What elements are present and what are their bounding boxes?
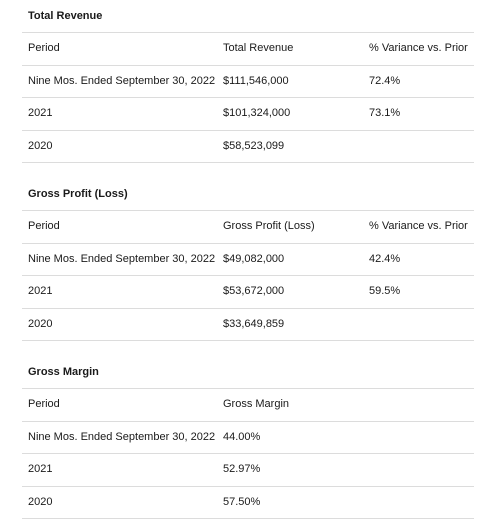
period-cell: 2021 — [28, 285, 53, 297]
column-header: Period — [28, 42, 60, 54]
variance-cell: 42.4% — [369, 252, 401, 265]
column-header: % Variance vs. Prior — [369, 220, 468, 232]
value-cell: 52.97% — [223, 463, 261, 475]
table-row — [22, 276, 474, 309]
value-cell: $49,082,000 — [223, 252, 285, 265]
table-row — [22, 98, 474, 131]
table-row — [22, 244, 474, 277]
table-row — [22, 309, 474, 342]
column-header: Gross Profit (Loss) — [223, 220, 315, 232]
period-cell: 2021 — [28, 463, 53, 475]
section-title: Gross Profit (Loss) — [22, 178, 474, 211]
period-cell: 2020 — [28, 495, 53, 508]
variance-cell: 59.5% — [369, 285, 401, 297]
section-title: Total Revenue — [22, 0, 474, 33]
column-header: Period — [28, 220, 60, 232]
gross-profit-section — [22, 178, 474, 341]
table-row — [22, 131, 474, 164]
table-row — [22, 66, 474, 99]
value-cell: 44.00% — [223, 430, 261, 443]
table-header-row — [22, 389, 474, 422]
total-revenue-section — [22, 0, 474, 163]
section-title: Gross Margin — [22, 356, 474, 389]
table-header-row — [22, 211, 474, 244]
column-header: % Variance vs. Prior — [369, 42, 468, 54]
variance-cell: 72.4% — [369, 74, 401, 87]
period-cell: 2020 — [28, 139, 53, 152]
variance-cell: 73.1% — [369, 107, 401, 119]
table-header-row — [22, 33, 474, 66]
period-cell: Nine Mos. Ended September 30, 2022 — [28, 74, 216, 87]
table-row — [22, 422, 474, 455]
value-cell: 57.50% — [223, 495, 261, 508]
column-header: Gross Margin — [223, 398, 290, 410]
period-cell: Nine Mos. Ended September 30, 2022 — [28, 252, 216, 265]
gross-margin-section — [22, 356, 474, 519]
value-cell: $111,546,000 — [223, 74, 289, 87]
period-cell: 2021 — [28, 107, 53, 119]
value-cell: $58,523,099 — [223, 139, 285, 152]
value-cell: $33,649,859 — [223, 317, 285, 330]
table-row — [22, 487, 474, 520]
period-cell: Nine Mos. Ended September 30, 2022 — [28, 430, 216, 443]
column-header: Total Revenue — [223, 42, 294, 54]
value-cell: $53,672,000 — [223, 285, 285, 297]
table-row — [22, 454, 474, 487]
column-header: Period — [28, 398, 60, 410]
period-cell: 2020 — [28, 317, 53, 330]
value-cell: $101,324,000 — [223, 107, 291, 119]
